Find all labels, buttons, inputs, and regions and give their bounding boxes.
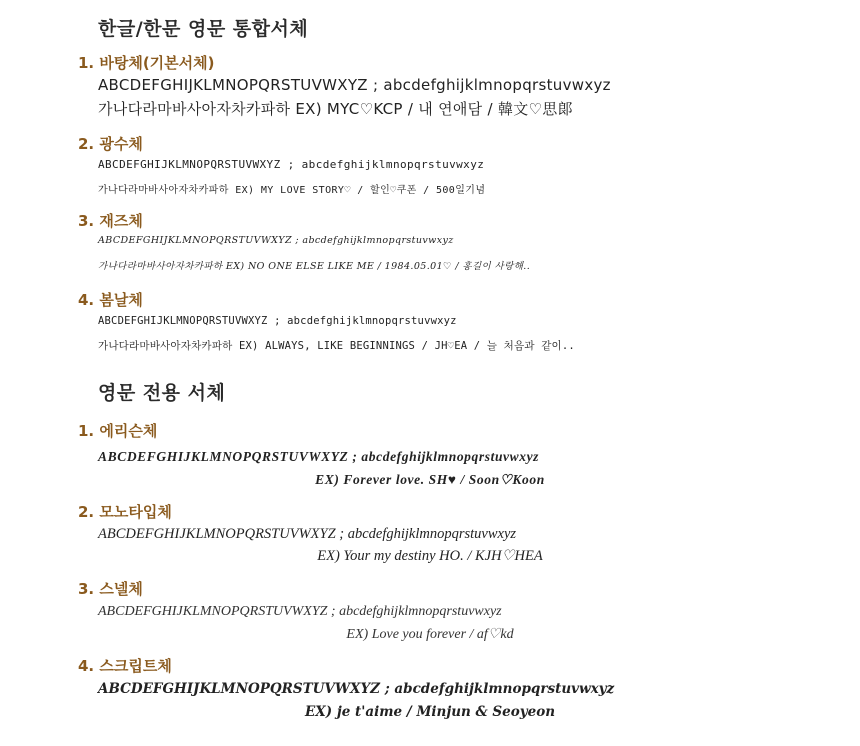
font-sample-snell-example: EX) Love you forever / af♡kd: [346, 627, 514, 642]
font-sample-bomnal-alphabet: ABCDEFGHIJKLMNOPQRSTUVWXYZ ; abcdefghijklmnopqrstuvwxyz: [98, 315, 457, 327]
font-sample-script-alphabet: ABCDEFGHIJKLMNOPQRSTUVWXYZ ; abcdefghijklmnopqrstuvwxyz: [98, 681, 615, 697]
font-sample-gwangsu-alphabet: ABCDEFGHIJKLMNOPQRSTUVWXYZ ; abcdefghijklmnopqrstuvwxyz: [98, 158, 485, 171]
font-heading-snell: 3. 스넬체: [78, 580, 143, 598]
font-sample-jazz-example: 가나다라마바사아자차카파하 EX) NO ONE ELSE LIKE ME / 1984.05.01♡ / 홍길이 사랑해..: [98, 261, 531, 272]
section-title-combined: 한글/한문 영문 통합서체: [98, 18, 309, 40]
font-heading-ellison: 1. 에리슨체: [78, 422, 158, 440]
font-sample-script-example: EX) je t'aime / Minjun & Seoyeon: [304, 704, 556, 720]
font-sample-ellison-alphabet: ABCDEFGHIJKLMNOPQRSTUVWXYZ ; abcdefghijklmnopqrstuvwxyz: [98, 449, 540, 464]
font-heading-script: 4. 스크립트체: [78, 657, 172, 675]
font-heading-jazz: 3. 재즈체: [78, 212, 143, 230]
font-sample-snell-alphabet: ABCDEFGHIJKLMNOPQRSTUVWXYZ ; abcdefghijklmnopqrstuvwxyz: [98, 604, 502, 619]
font-sample-jazz-alphabet: ABCDEFGHIJKLMNOPQRSTUVWXYZ ; abcdefghijklmnopqrstuvwxyz: [98, 235, 454, 246]
font-heading-batang: 1. 바탕체(기본서체): [78, 54, 215, 72]
font-heading-gwangsu: 2. 광수체: [78, 135, 143, 153]
font-heading-monotype: 2. 모노타입체: [78, 503, 172, 521]
font-sample-gwangsu-example: 가나다라마바사아자차카파하 EX) MY LOVE STORY♡ / 할인♡쿠폰 / 500일기념: [98, 185, 486, 196]
font-sample-monotype-alphabet: ABCDEFGHIJKLMNOPQRSTUVWXYZ ; abcdefghijklmnopqrstuvwxyz: [98, 526, 517, 542]
font-sample-bomnal-example: 가나다라마바사아자차카파하 EX) ALWAYS, LIKE BEGINNINGS / JH♡EA / 늘 처음과 같이..: [98, 340, 575, 352]
font-sample-batang-example: 가나다라마바사아자차카파하 EX) MYC♡KCP / 내 연애담 / 韓文♡思郞: [98, 100, 573, 118]
font-heading-bomnal: 4. 봄날체: [78, 291, 143, 309]
section-title-english: 영문 전용 서체: [98, 382, 226, 404]
font-sample-batang-alphabet: ABCDEFGHIJKLMNOPQRSTUVWXYZ ; abcdefghijklmnopqrstuvwxyz: [98, 76, 611, 94]
font-sample-ellison-example: EX) Forever love. SH♥ / Soon♡Koon: [315, 472, 545, 487]
font-sample-monotype-example: EX) Your my destiny HO. / KJH♡HEA: [317, 548, 543, 564]
